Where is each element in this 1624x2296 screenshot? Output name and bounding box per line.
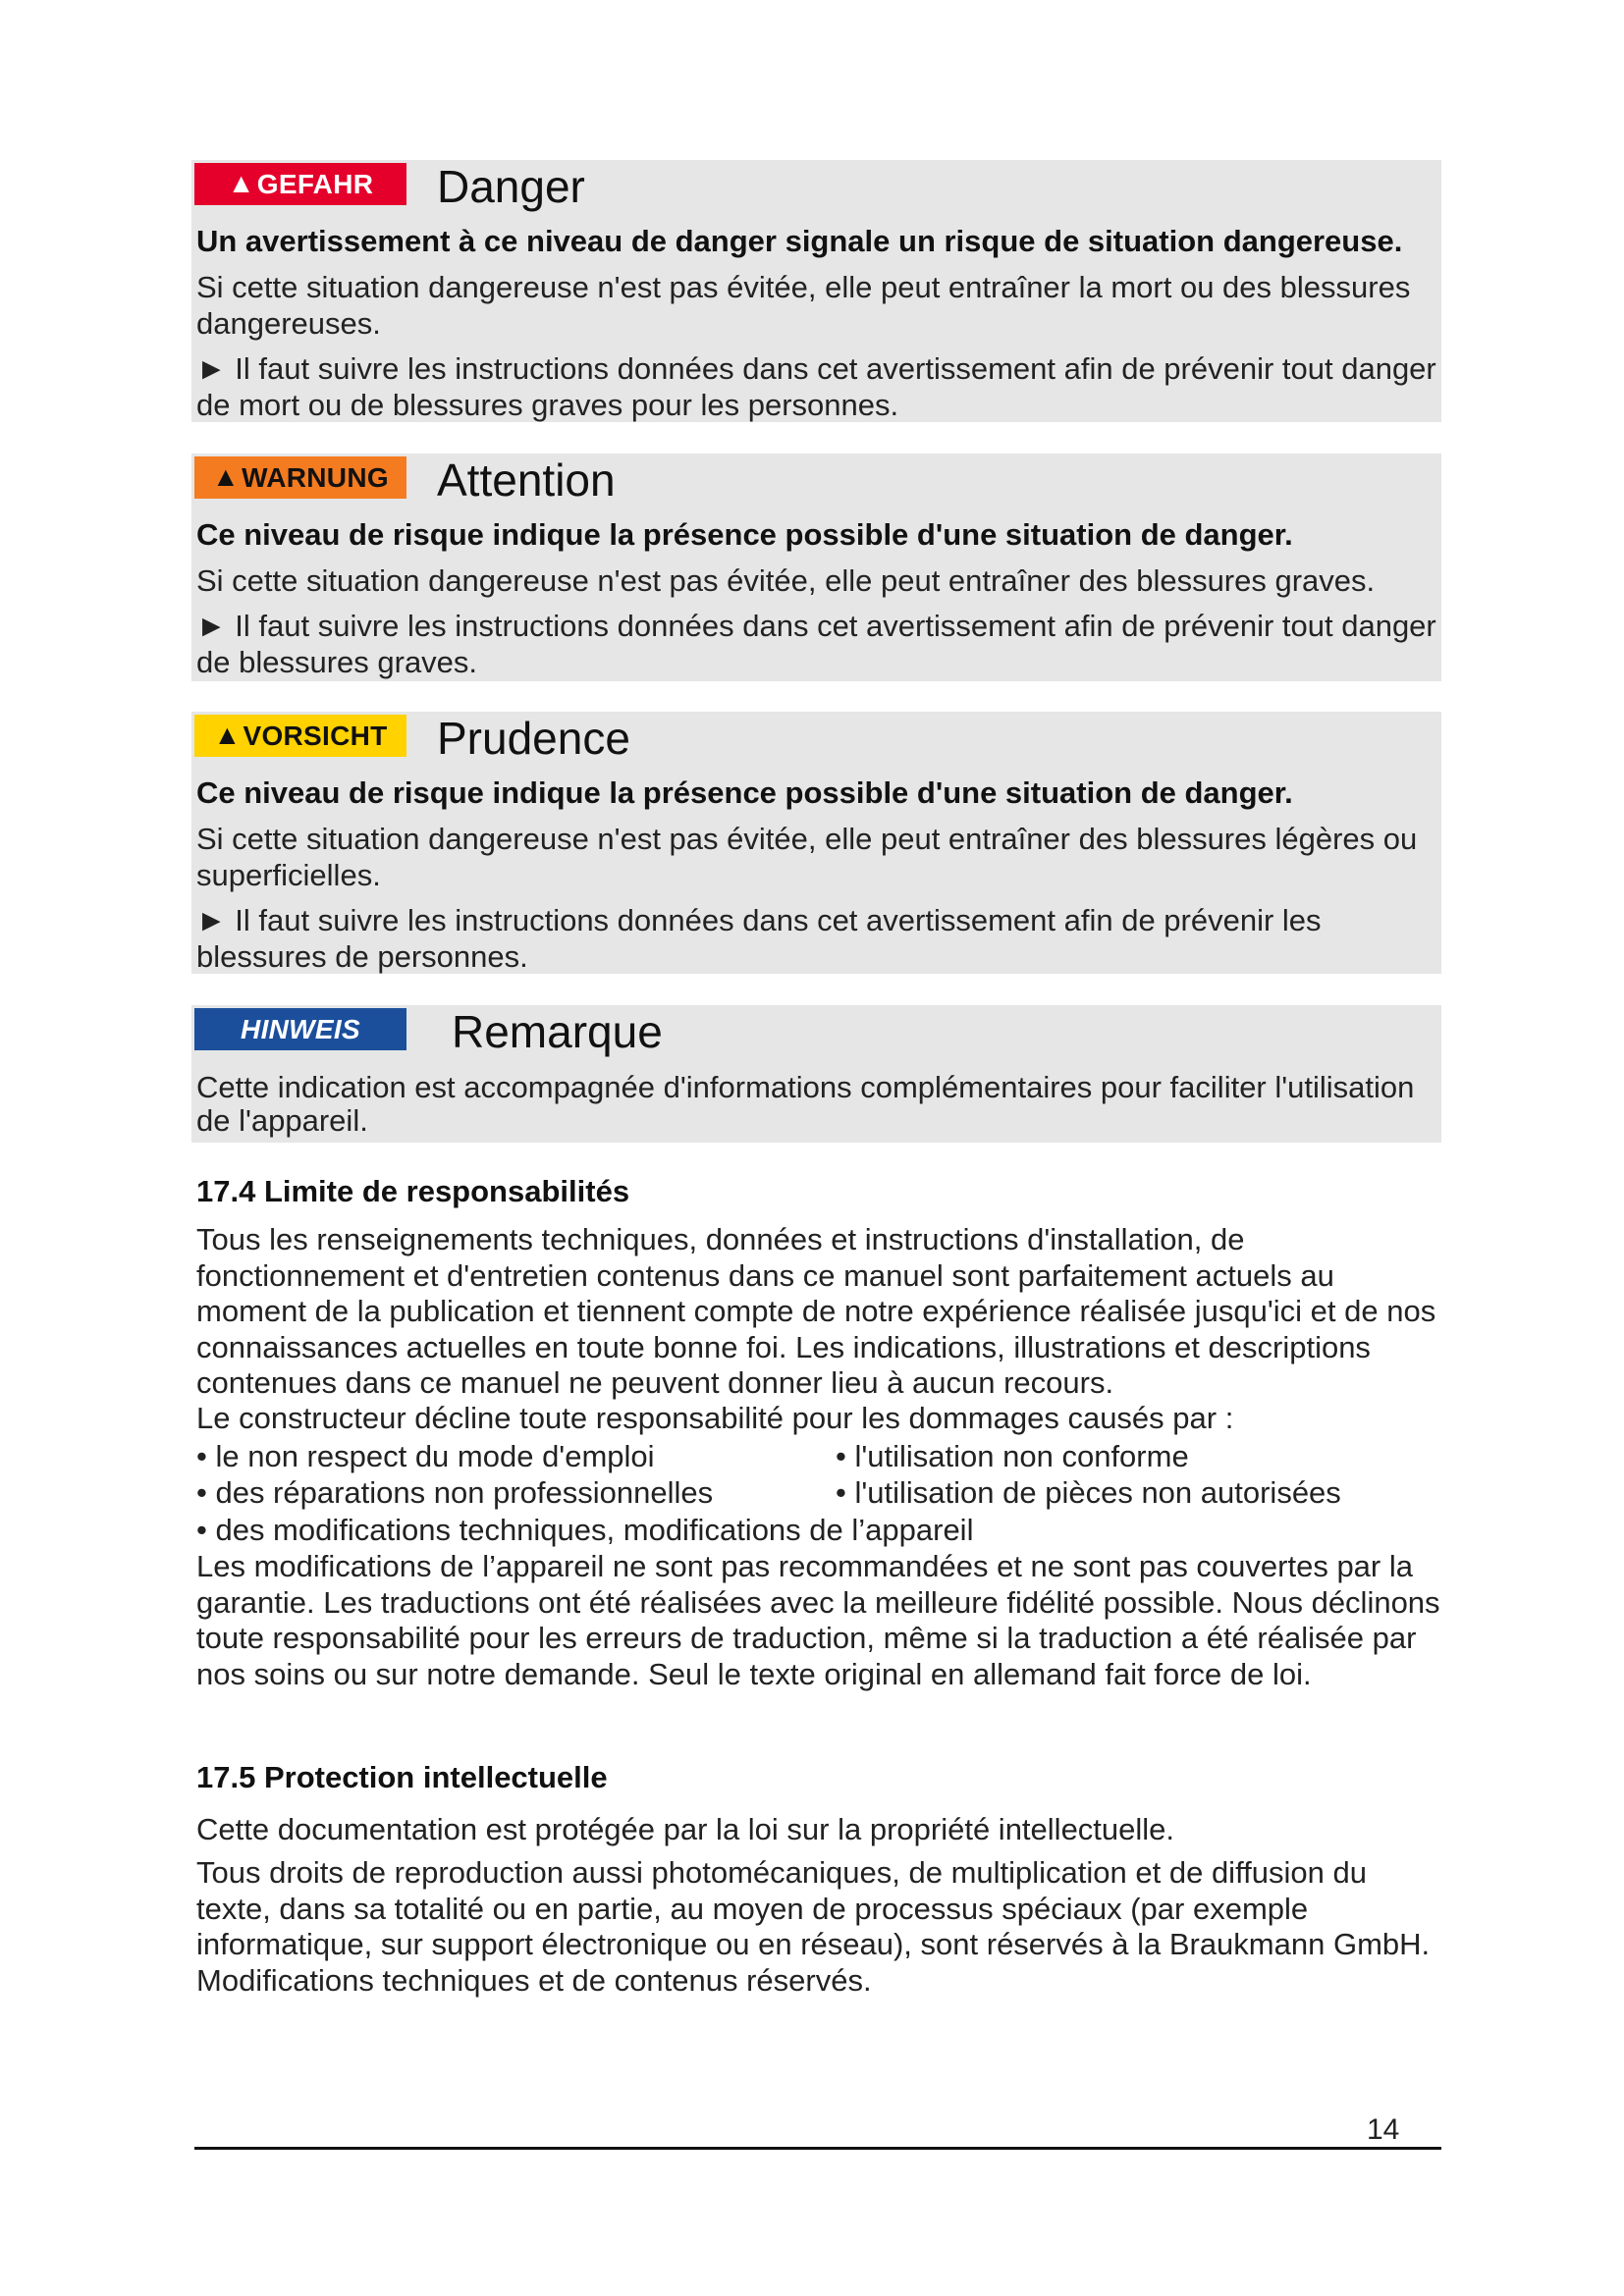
notice-action: ► Il faut suivre les instructions données dans cet avertissement afin de prévenir tout danger de mort ou de blessures graves pour les personnes. <box>196 351 1436 422</box>
notice-title: Remarque <box>452 1006 663 1057</box>
notice-headline: Un avertissement à ce niveau de danger signale un risque de situation dangereuse. <box>196 224 1403 258</box>
badge-label: GEFAHR <box>256 168 374 199</box>
notice-body: Cette indication est accompagnée d'informations complémentaires pour faciliter l'utilisation de l'appareil. <box>196 1070 1415 1138</box>
section-175-para-2: Tous droits de reproduction aussi photomécaniques, de multiplication et de diffusion du texte, dans sa totalité ou en partie, au moyen de processus spéciaux (par exemple informatique, sur support électronique ou en réseau), sont réservés à la Braukmann GmbH. Modifications techniques et de contenus réservés. <box>196 1855 1431 1998</box>
section-174-intro: Tous les renseignements techniques, données et instructions d'installation, de fonctionnement et d'entretien contenus dans ce manuel sont parfaitement actuels au moment de la publication et tiennent compte de notre expérience réalisée jusqu'ici et de nos connaissances actuelles en toute bonne foi. Les indications, illustrations et descriptions contenues dans ce manuel ne peuvent donner lieu à aucun recours. <box>196 1222 1436 1400</box>
notice-remarque <box>191 1005 1441 1143</box>
notice-headline: Ce niveau de risque indique la présence possible d'une situation de danger. <box>196 517 1293 552</box>
notice-action: ► Il faut suivre les instructions données dans cet avertissement afin de prévenir les blessures de personnes. <box>196 903 1322 974</box>
section-heading-17-5: 17.5 Protection intellectuelle <box>196 1760 608 1794</box>
warning-triangle-icon: ▲ <box>212 460 241 492</box>
notice-danger <box>191 160 1441 422</box>
section-heading-17-4: 17.4 Limite de responsabilités <box>196 1174 630 1208</box>
notice-title: Attention <box>437 454 616 506</box>
notice-headline: Ce niveau de risque indique la présence possible d'une situation de danger. <box>196 775 1293 810</box>
warning-triangle-icon: ▲ <box>213 719 242 750</box>
list-item: • l'utilisation non conforme <box>836 1439 1189 1473</box>
list-item: • des modifications techniques, modifications de l’appareil <box>196 1513 974 1547</box>
notice-attention <box>191 454 1441 681</box>
badge-label: HINWEIS <box>241 1013 360 1044</box>
warning-triangle-icon: ▲ <box>227 167 255 198</box>
notice-body: Si cette situation dangereuse n'est pas évitée, elle peut entraîner des blessures graves. <box>196 563 1376 598</box>
badge-gefahr <box>194 163 406 205</box>
badge-label: VORSICHT <box>243 720 388 751</box>
notice-prudence <box>191 712 1441 974</box>
list-item: • des réparations non professionnelles <box>196 1475 714 1510</box>
badge-vorsicht <box>194 715 406 757</box>
notice-action: ► Il faut suivre les instructions données dans cet avertissement afin de prévenir tout danger de blessures graves. <box>196 609 1436 679</box>
section-174-closing: Les modifications de l’appareil ne sont pas recommandées et ne sont pas couvertes par la garantie. Les traductions ont été réalisées avec la meilleure fidélité possible. Nous déclinons toute responsabilité pour les erreurs de traduction, même si la traduction a été réalisée par nos soins ou sur notre demande. Seul le texte original en allemand fait force de loi. <box>196 1549 1440 1691</box>
badge-label: WARNUNG <box>242 461 389 493</box>
notice-body: Si cette situation dangereuse n'est pas évitée, elle peut entraîner la mort ou des blessures dangereuses. <box>196 270 1411 341</box>
page-number: 14 <box>1367 2113 1400 2146</box>
badge-hinweis <box>194 1008 406 1050</box>
notice-body: Si cette situation dangereuse n'est pas évitée, elle peut entraîner des blessures légères ou superficielles. <box>196 822 1418 892</box>
section-175-para-1: Cette documentation est protégée par la loi sur la propriété intellectuelle. <box>196 1812 1175 1846</box>
liability-intro: Le constructeur décline toute responsabilité pour les dommages causés par : <box>196 1401 1234 1435</box>
list-item: • le non respect du mode d'emploi <box>196 1439 655 1473</box>
notice-title: Prudence <box>437 713 630 764</box>
notice-title: Danger <box>437 161 585 212</box>
list-item: • l'utilisation de pièces non autorisées <box>836 1475 1341 1510</box>
badge-warnung <box>194 456 406 499</box>
footer-divider <box>194 2147 1441 2150</box>
